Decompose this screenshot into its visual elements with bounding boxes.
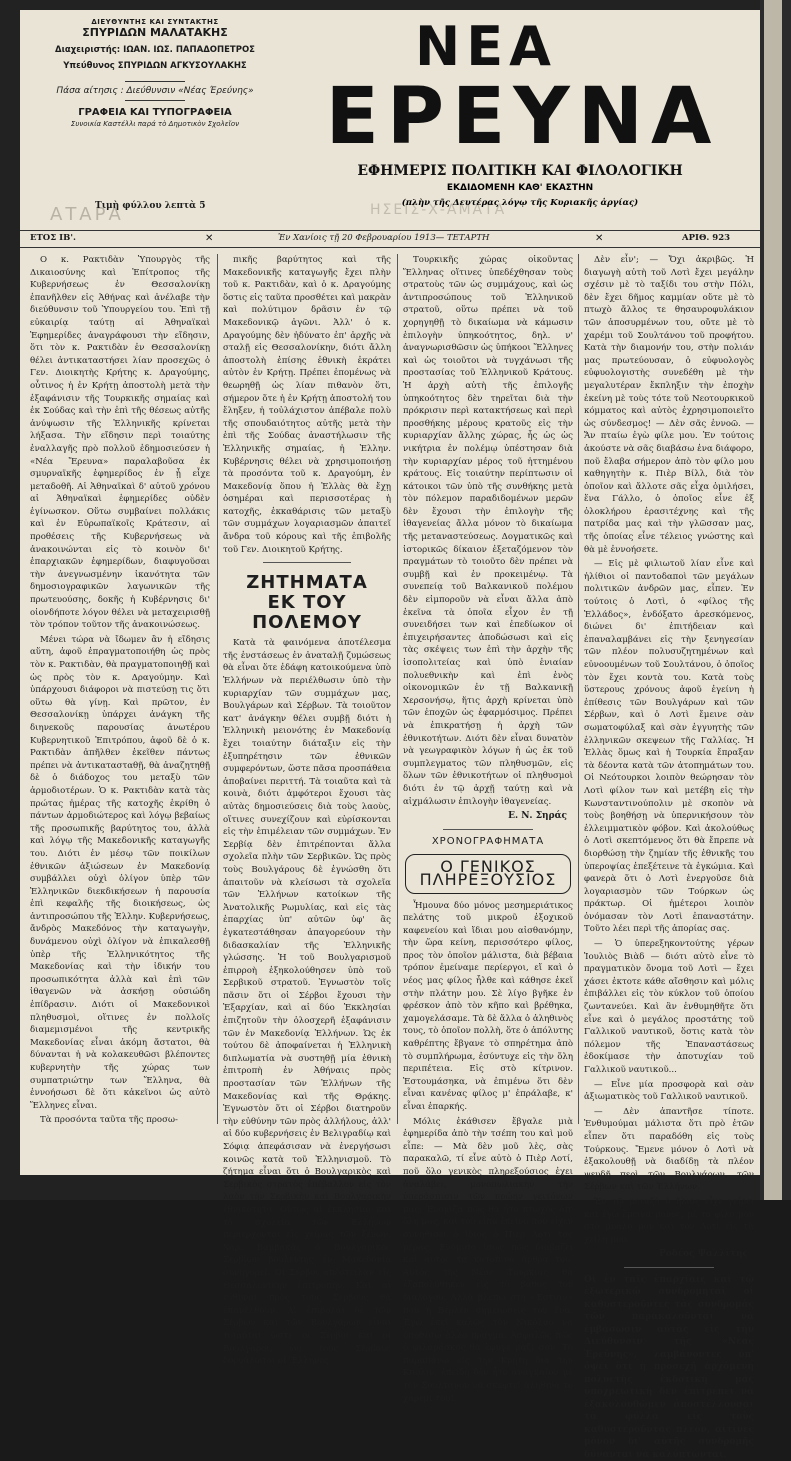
dateline-year: ΕΤΟΣ ΙΒ'. <box>30 233 76 243</box>
column-rule-3 <box>578 254 579 1124</box>
war-issues-headline-line1: ΖΗΤΗΜΑΤΑ <box>246 572 368 594</box>
binding-edge <box>760 0 791 1200</box>
column-3 <box>403 254 573 1404</box>
war-issues-headline <box>223 573 391 633</box>
col3-paragraph-3: Μόλις ἐκάθισεν ἔβγαλε μιὰ ἐφημερίδα ἀπὸ τὴν τσέπη του καὶ μοῦ εἶπε: — Μὰ δὲν μοῦ λὲς, σὰς παρακαλῶ, τί εἶνε αὐτὸ ὁ Πιὲρ Λοτί, ποῦ ὅλο γενικὸς πληρεξούσιος ἐχει ἀναλάβει, μονοπωλιακὴν τὴν ὑπεράσπισιν τῶν πρώην γειτόνων μας; Ἐνόμιζα πῶς θὰ ἦτο πτωχὸς ἀπ' ὅλη μας, καὶ τοῦ εἶπα ἐκεῖνο ποὺ εἶχεν συνηθίσει ὁ ἴδιος ὁ Πιὲρ Λοτὶ τὰς μέρας. Ἐνόμισα ἴσως πῶς διαβάζει καὶ αὐτὸς τὰ κατοπινὰ ἀρθρα του. Αὐτὸς τῆς Νέας Τουρκίας θὰ ἐξαπολύθηκεν εἰς τὸ βάθος τοῦ διαλόγου. Ἀλλὰ βλέπω στὴ «Ἐστίαν» ποῦ ἡ Βερλέν σημειώσεις τὸν ἕνα. Ἐγὼ ἐκεῖ καλῶς τὸν Νικόλαο νὰ ὑποθέσω ἄλλο πράγμα. Ἀσφαλῶς πῶς ὁ φιλαράσκος θὰ ἔφυγε μαζί σου. Τὸ παραπάνω εἰς τὴν Κρήτη διὰ τὴν Κπολιν, ἐπειδὴ δὲν ἦτο ἀναγκαῖον μὲ τὸν Σουλτάνον νὰ σκεφτεῖ ἀληθινὰ τὸ χαρέμι του! <box>403 1116 573 1404</box>
col2-paragraph-1: πικῆς βαρύτητος καὶ τῆς Μακεδονικῆς καταγωγῆς ἔχει πλὴν τοῦ κ. Ρακτιδὰν, καὶ ὁ κ. Δραγούμης ὅστις εἰς ταῦτα προσθέτει καὶ μακρὰν καὶ πολύτιμον δρᾶσιν ἐν τῷ Μακεδονικῷ ἀγῶνι. Ἀλλ' ὁ κ. Δραγούμης δὲν ἠδύνατο ἐπ' ἀρχῆς νὰ σταλῇ εἰς Θεσσαλονίκην, διότι ἄλλη ἀποστολὴ ἐπίσης ἐθνικὴ ἐκράτει αὐτὸν ἐν Κρήτῃ. Πρέπει ἐπομένως νὰ θεωρηθῇ ὡς λίαν πιθανὸν ὅτι, σήμερον ὅτε ἡ ἐν Κρήτῃ ἀποστολή του ἔληξεν, ἡ τοὐλάχιστον ἀπέβαλε πολὺ τῆς σπουδαιότητος αὐτῆς μετὰ τὴν ἐπὶ τῆς Σούδας ἀναστήλωσιν τῆς Ἑλληνικῆς σημαίας, ἡ Ἑλλην. Κυβέρνησις θέλει νὰ χρησιμοποιήσῃ τὰ προσόντα τοῦ κ. Δραγούμη, ἐν Μακεδονίᾳ ὅπου ἡ Ἑλλὰς θὰ ἔχῃ ὁσημέραι καὶ περισσοτέρας ἡ κατοχῆς, ἐκκαθάρισις τῶν μεταξὺ τῶν συμμάχων λογαριασμῶν ἀπαιτεῖ ἄνδρα τοῦ κόρους καὶ τῆς ἐπιβολῆς τοῦ Γεν. Διοικητοῦ Κρήτης. <box>223 255 391 555</box>
column-rule-1 <box>217 254 218 1124</box>
publisher-block <box>30 18 280 128</box>
bleed-through-text-left: ΑΤΑΡΑ <box>50 204 124 225</box>
masthead-subtitle: ΕΦΗΜΕΡΙΣ ΠΟΛΙΤΙΚΗ ΚΑΙ ΦΙΛΟΛΟΓΙΚΗ <box>357 163 683 179</box>
col4-paragraph-3: — Ὁ ὑπερεξηκοντούτης γέρων Ἰουλιὸς Βιὰδ — διότι αὐτὸ εἶνε τὸ πραγματικὸν ὄνομα τοῦ Λοτὶ — ἔχει χάσει ἐκτοτε κάθε αἴσθησιν καὶ μόλις ἐπιβάλλει εἰς τὸν κύκλον τοῦ ὁποίου ζωντανεύει. Καὶ ἂν ἐνθυμηθῆτε ὅτι εἶνε καὶ ὁ μεγάλος προστάτης τοῦ Γαλλικοῦ ναυτικοῦ, ὅστις κατὰ τὸν πόλεμον τῆς Ἐπαναστάσεως ἐδοκίμασε τὴν ἀποτυχίαν τοῦ Γαλλικοῦ ναυτικοῦ... <box>584 939 754 1075</box>
column-rule-2 <box>397 254 398 1124</box>
col3-signature: Ε. Ν. Σηράς <box>508 811 567 822</box>
col4-paragraph-5: — Δὲν ἀπαντῆσε τίποτε. Ἐνθυμούμαι μάλιστα ὅτι πρὸ ἐτῶν εἶπεν ὅτι παραδόθη εἰς τοὺς Τούρκους. Ἔμενε μόνον ὁ Λοτὶ νὰ ἐξακολουθῇ νὰ διαδίδῃ τὰ πλέον ψευδῆ περὶ τῶν Βουλγάρων, τῶν Σέρβων καὶ τῶν Ἑλλήνων. <box>584 1106 754 1193</box>
masthead-exception: (πλὴν τῆς Δευτέρας λόγῳ τῆς Κυριακῆς ἀργίας) <box>401 198 639 208</box>
col2-paragraph-2: Κατὰ τὰ φαινόμενα ἀποτέλεσμα τῆς ἐνστάσεως ἐν ἀναταλῇ ζυμώσεως θὰ εἶναι ὅτε ἐδάφη κατοικούμενα ὑπὸ Ἑλλήνων νὰ περιέλθωσιν ὑπὸ τὴν κυριαρχίαν τῶν συμμάχων μας, Βουλγάρων καὶ Σέρβων. Τὰ τοιοῦτον κατ' ἀνάγκην θέλει συμβῇ διότι ἡ Ἑλληνικὴ μειονότης ἐν Μακεδονίᾳ ἔχει τοιαύτην διάταξιν εἰς τὴν ἐξυπηρέτησιν τῶν ἐθνικῶν συμφερόντων, ὥστε πᾶσα προσπάθεια ἀποβαίνει περιττή. Τὰ τοιαῦτα καὶ τὰ κοινὰ, διότι ἀμφότεροι ἔχουσι τὰς αὐτὰς δημοσιεύσεις διὰ τοὺς λαοὺς, οἵτινες συνεχίζουν καὶ εὐρίσκονται εἰς τὴν ἐπιμέλειαν τῶν συμμάχων. Ἐν Σερβίᾳ δὲν ἐπιτρέπονται ἄλλα σχολεῖα πλὴν τῶν Σερβικῶν. Ὡς πρὸς τοὺς Βουλγάρους δὲ ἐγνώσθη ὅτι ἀπαιτοῦν νὰ κλείσωσι τὰ σχολεῖα τῶν Ἑλλήνων κατοίκων τῆς Ἀνατολικῆς Ρωμυλίας, καὶ εἰς τὰς ἐπαρχίας ὑπ' αὐτῶν ὑφ' ἃς ἐγκατεστάθησαν ἀπαγορεύουν τὴν διδασκαλίαν τῆς Ἑλληνικῆς γλώσσης. Ἡ τοῦ Βουλγαρισμοῦ ἐπιρροὴ ἐξηκολούθησεν ὑπὸ τοῦ Σερβικοῦ στρατοῦ. Ἐγνωστὸν τοῖς πᾶσιν ὅτι οἱ Σέρβοι ἔχουσι τὴν Ἐξαρχίαν, καὶ αἱ δύο Ἐκκλησίαι ἐπιζητοῦν τὴν ὁλοσχερῆ ἐξαφάνισιν τῶν ἐν Μακεδονίᾳ Ἑλλήνων. Ὡς ἐκ τούτου δὲ ἀποφαίνεται ἡ Ἑλληνικὴ διπλωματία νὰ συστηθῇ μία ἐθνικὴ ἐπιτροπὴ ἐν Ἀθήναις πρὸς προστασίαν τῶν Ἑλλήνων τῆς Μακεδονίας καὶ τῆς Θρᾴκης. Ἐγνωστὸν ὅτι οἱ Σέρβοι διατηροῦν τὴν εὐθύνην τῶν πρὸς ἀλλήλους, ἀλλ' αἱ δύο κυβερνήσεις ἐν Βελιγραδίῳ καὶ Σόφιᾳ ἀπεφάσισαν νὰ ἐνεργήσωσι κοινῶς κατὰ τοῦ Ἑλληνισμοῦ. Τὸ ζήτημα εἶναι ὅτι ὁ Βουλγαρικὸς καὶ Σερβικὸς στρατὸς ἐπέβαλλον εἰς τὸν λαὸν τὴν Σερβικὴν καὶ Βουλγαρικὴν ἐθνικότητα. Οὕτως αἱ ἐκκλησίαι καὶ τὰ σχολεῖα τῶν Ἑλλήνων περιέρχονται εἰς χεῖρας τῶν ξένων. Χαρ. Βαμβακᾶς ὁ Βουλγαρικὸς Σερβίων βουλευτὴς ἐν Μακεδονίᾳ συνηγορεῖ. Οἱ Σέρβοι ἀπέστειλαν εἰς Θεσσαλονίκην ἐπιτροπὴν. Καὶ αἱ εὐθύναι πρὸς τοὺς Σέρβους θὰ ἐπανέλθουν. Αἱ ἐπιβολαὶ δὲ τῶν Σέρβων καὶ τῶν Βουλγάρων εἶναι τοιαῦται ὥστε οἱ Σέρβοι καὶ οἱ Βούλγαροι, ὡς τοὺς Σέρβους δορυάλωτοι οἱ Ἕλληνες. <box>223 638 391 1367</box>
col4-separator <box>624 1267 714 1268</box>
dateline-bar <box>20 230 760 248</box>
col1-paragraph-3: Τὰ προσόντα ταῦτα τῆς προσω- <box>40 1115 178 1126</box>
responsible-editor: Υπεύθυνος ΣΠΥΡΙΔΩΝ ΑΓΚΥΣΟΥΛΑΚΗΣ <box>63 61 247 71</box>
col2-separator <box>263 562 351 563</box>
newspaper-page <box>20 10 760 1460</box>
general-proxy-headline: Ο ΓΕΝΙΚΟΣ ΠΛΗΡΕΞΟΥΣΙΟΣ <box>405 854 571 893</box>
requests-line: Πάσα αίτησις : Διεύθυνσιν «Νέας Έρεύνης» <box>56 86 254 96</box>
dateline-issue-number: ΑΡΙΘ. 923 <box>682 233 731 243</box>
war-issues-headline-line2: ΕΚ ΤΟΥ ΠΟΛΕΜΟΥ <box>252 592 362 634</box>
col4-paragraph-2: — Εἰς μὲ φιλιωτοῦ λίαν εἶνε καὶ ἠλίθιοι οἱ παντοδαποὶ τῶν μεγάλων πολιτικῶν ἀνδρῶν μας, εἶπεν. Ἐν τούτοις ὁ Λοτὶ, ὁ «φίλος τῆς Ἑλλάδος», ἐνδόξατο ἀρεσκόμενος, διώνει δι' ἐπιτήδειαν καὶ ἐπαναλαμβάνει εἰς τὴν ξενηγεσίαν τῶν πλέον πολυσυζητημένων καὶ εὐνοουμένων τοῦ Σουλτάνου, ὁ ὁποῖος τὸν ἔχει κοντὰ του. Κατὰ τοὺς ὕστερους χρόνους ἀφοῦ ἐγείνη ἡ ἐπίθεσις τῶν Βουλγάρων καὶ τῶν Σέρβων, καὶ ὁ Λοτὶ ἔμεινε σὰν σωματοφύλαξ καὶ σὰν ἐγγυητὴς τῶν ἑλληνικῶν σκεψεων τῆς Γαλλίας. Ἡ Ἑλλὰς ὅμως καὶ ἡ Τουρκία ἔπραξαν τὰ δέοντα κατὰ τῶν ἀτοπημάτων του. Οἱ Νεότουρκοι λοιπὸν θεώρησαν τὸν Λοτὶ φίλον των καὶ μετέβη εἰς τὴν Κωνσταντινούπολιν μὲ σκοπὸν νὰ τοὺς βοηθήσῃ νὰ ὑπερνικήσουν τὸν ἐλλειμματικὸν φόβον. Καὶ ἀκολούθως ὁ Λοτὶ σκεπτόμενος ὅτι θὰ ἔπρεπε νὰ διορθώσῃ τὴν ζημίαν τῆς ἐθνικῆς του ὑπεροψίας ἐπεξέτεινε τὰ ἐγκώμια. Καὶ φανερὰ ὅτι ὁ Λοτὶ ἐνεργοῦσε διὰ λογαριασμὸν τῶν Τούρκων ὡς πράκτωρ. Οἱ ἡμέτεροι λοιπὸν ὀνόμασαν τὸν Λοτὶ ἐπαναστάτην. Τοῦτο λέει περὶ τῆς ἀπορίας σας. <box>584 559 754 935</box>
col4-paragraph-4: — Εἶνε μία προσφορὰ καὶ σὰν ἀξιωματικὸς τοῦ Γαλλικοῦ ναυτικοῦ. <box>584 1079 754 1103</box>
dateline-date: Ἐν Χανίοις τῇ 20 Φεβρουαρίου 1913— ΤΕΤΑΡΤΗ <box>278 233 490 243</box>
subscription-notice: Οἱ ἐν ταῖς ἐπαρχίαις καὶ τῷ ἐξωτερικῷ συνδρομηταὶ οἱ καθυστεροῦντες τὰς συνδρομὰς τῶν παρακαλοῦνται νὰ ἐμβάσωσιν αὐτὰς εἰς τὴν Διεύθυνσιν τῆς «Νέας Ἐρεύνης», λαμβάνοντες ὑπ' ὄψει ὅτι ἡ προσεχῆ ἀρχόμενη πολυετὴς ἐκδοτικὴ μας ὑποχρεωτικὴ δὲν ἐπιτρέπει νὰ ἐξακολουθῶμεν ἀποστέλλουσαι τὰ φύλλα εἰς τοὺς καθυστεροῦντας πλέον, αἰτίνες μόνον δι' αὐτῆς συνδρομῆς δύνανται νὰ καλύπτωνται. <box>584 1274 754 1460</box>
masthead-frequency: ΕΚΔΙΔΟΜΕΝΗ ΚΑΘ' ΕΚΑΣΤΗΝ <box>446 183 594 193</box>
column-2 <box>223 254 391 1367</box>
binding-strip <box>764 0 782 1200</box>
dateline-cross-left: ✕ <box>205 233 214 244</box>
masthead-title-main: ΕΡΕΥΝΑ <box>325 72 720 162</box>
column-4 <box>584 254 754 1460</box>
header-rule-2 <box>125 100 185 101</box>
publisher-label: ΔΙΕΥΘΥΝΤΗΣ ΚΑΙ ΣΥΝΤΑΚΤΗΣ <box>91 18 219 26</box>
col3-paragraph-2: Ἦμουνα δύο μόνος μεσημεριάτικος πελάτης τοῦ μικροῦ ἐξοχικοῦ καφενείου καὶ ἴδιαι μου αἰσθανόμην, τὴν ὥρα κείνη, περισσότερο φίλος, προς τὸν ὁποῖον μάλιστα, διὰ βέβαια τρόπον ἐμείναμε περίεργοι, εἴ καὶ ὁ νέος μας φίλος ἦλθε καὶ κάθησε ἐκεῖ στὴν πλάτην μου. Σὲ λίγο βγῆκε ἐν φρέσκον ἀπὸ τὸν κῆπο καὶ βρέθηκα, χαμογελάσαμε. Τὰ δὲ ἄλλα ὁ ἀληθινὸς τους, τὸ ὁποῖον πολλὴ, ὅτε ὁ ἀπόλυτης καθρέπτης ἔβγανε τὸ σπηρέτημα ἀπὸ τὸ συμπλήρωμα, ἐσύντυχε εἰς τὴν ὅλη περιπέτεια. Εἰς στὸ κίτρινον. Ἐστουμάσηκα, νὰ ἐπιμένω ὅτι δὲν εἶναι κανένας φίλος μ' ἐπράλαβε, κ' εἶναι ἐπαρκής. <box>403 900 573 1112</box>
col4-signature: Ροδέος Ψαλλίτης <box>658 1249 748 1260</box>
col1-paragraph-1: Ο κ. Ρακτιδὰν Ὑπουργὸς τῆς Δικαιοσύνης καὶ Ἐπίτροπος τῆς Κυβερνήσεως ἐν Θεσσαλονίκῃ ἐπανῆλθεν εἰς Ἀθήνας καὶ ἀνέλαβε τὴν διεύθυνσιν τοῦ Ὑπουργείου του. Ἐπὶ τῇ εὐκαιρίᾳ ταύτῃ αἱ Ἀθηναϊκαὶ Ἐφημερίδες ἀναγράφουσι τὴν εἴδησιν, ὅτι τὸν κ. Ρακτιδὰν ἐν Θεσσαλονίκῃ θέλει ἀντικαταστήσει λίαν προσεχῶς ὁ Γεν. Διοικητὴς Κρήτης κ. Δραγούμης, οὗτινος ἡ ἐν Κρήτῃ ἀποστολὴ μετὰ τὴν ἐξαφάνισιν τῆς Τουρκικῆς σημαίας καὶ ἐκ Σούδας καὶ τὴν ἐπὶ τῆς θέσεως αὐτῆς ἀνύψωσιν τῆς Ἑλληνικῆς κρίνεται λήξασα. Τὴν εἴδησιν περὶ τοιαύτης ἐναλλαγῆς πρὸ πολλοῦ ἐδημοσιεύσεν ἡ «Νέα Ἔρευνα» παραλαβοῦσα ἐκ σμυρναϊκῆς ἐφημερίδος ἐν ᾗ εἶχε μεταδοθῆ. Αἱ Ἀθηναϊκαὶ δ' αὐτοῦ χρόνου αἱ Ἀθηναϊκαὶ ἐφημερίδες οὐδὲν ἐγίνωσκον. Οὕτω συμβαίνει πολλάκις καὶ ἐν Εὐρωπαϊκοῖς Κράτεσιν, αἱ προθέσεις τῆς Κυβερνήσεως νὰ ἀνακοινώνται εἰς τὸ κοινὸν δι' ἐπαρχιακῶν ἐφημερίδων, διαφυγοῦσαι τὴν ἀνεγνωσμένην ἱκανότητα τῶν δημοσιογραφικῶν λαγωνικῶν τῆς πρωτευούσης, δοκῆς ἡ Κυβέρνησις δι' οἱονδήποτε λόγον θέλει νὰ μεταχειρισθῇ τὸν τρόπον τοῦτον τῆς ἀνακοινώσεως. <box>30 255 210 631</box>
bleed-through-text-right: ΗΣΕΙΣ-Χ-ΑΜΑΤΑ <box>370 202 507 218</box>
administrator: Διαχειριστής: ΙΩΑΝ. ΙΩΣ. ΠΑΠΑΔΟΠΕΤΡΟΣ <box>55 45 255 55</box>
issue-price: Τιμὴ φύλλου λεπτὰ 5 <box>95 201 206 211</box>
column-1 <box>30 254 210 1134</box>
dateline-cross-right: ✕ <box>595 233 604 244</box>
col3-paragraph-1: Τουρκικῆς χώρας οἰκοῦντας Ἕλληνας οἵτινες ὑπεδέχθησαν τοὺς στρατοὺς τῶν ὡς συμμάχους, καὶ ὡς ἀντιπροσώπους τοῦ Ἑλληνικοῦ στρατοῦ, οὕτω πρέπει νὰ τοῦ χορηγηθῇ τὸ δικαίωμα νὰ κάμωσιν ἐπιλογὴν ὑπηκοότητος, δηλ. ν' ἀναγνωρισθῶσιν ὡς ὑπήκοοι Ἕλληνες καὶ ὡς τοιοῦτοι νὰ τυγχάνωσι τῆς προστασίας τοῦ Ἑλληνικοῦ Κράτους. Ἡ ἀρχὴ αὐτὴ τῆς ἐπιλογῆς ὑπηκοότητος δὲν τηρεῖται διὰ τὴν πρόκρισιν περὶ κατακτήσεως καὶ περὶ προσθήκης μέρους κρατοῦς εἰς τὴν κυριαρχίαν ἄλλης χώρας, ἧς ὡς ὡς νικήτρια ἐν πολέμῳ ὑπέστησαν διὰ τὴν κυριαρχίαν μέρος τοῦ ἡττημένου κράτους. Εἰς τοιαύτην περίπτωσιν οἱ κάτοικοι τῶν ὑπὸ τῆς συνθήκης μετὰ τὸν πόλεμον παραδιδομένων μερῶν δὲν ἔχουσι τὴν ἐπιλογὴν τῆς ἰθαγενείας ἄλλα μόνον τὸ δικαίωμα τῆς μεταναστεύσεως. Δογματικῶς καὶ ἱστορικῶς δίκαιον ἐξεταζόμενον τὸν πραγμάτων τὸ τοιοῦτο δὲν πρέπει νὰ συμβῇ καὶ ἐν προκειμένῳ. Τὰ συνεπείᾳ τοῦ Βαλκανικοῦ πολέμου δὲν εἰμποροῦν νὰ εἶναι ἄλλα ἀπὸ ἐκεῖνα τὰ ὁποῖα εἶχον ἐν τῇ συνειδήσει των καὶ ἐπεδίωκον οἱ ἐπιχειρήσαντες ἀποδώσωσι καὶ εἰς τὰς σκέψεις των ἐπὶ τὴν ἀρχὴν τῆς ἰσοπολιτείας καὶ ὑπὸ ἑνιαίαν πολυεθνικὴν καὶ ἐπὶ ἑνὸς οἰκονομικῶν ἐν τῇ Βαλκανικῇ Χερσονήσῳ, ἥτις ἀρχὴ κρίνεται ὑπὸ τῶν ἐποχῶν ὡς ἐφαρμόσιμος. Πρέπει νὰ ἐπικρατήσῃ ἡ ἀρχὴ τῶν ἐθνικοτήτων. Διότι δὲν εἶναι δυνατὸν νὰ γεωγραφικὸν λόγων ἡ ὡς ἐκ τοῦ συμπλεγματος τῶν πληθυσμῶν, εἰς ὅλων τῶν ἐθνικοτήτων οἱ πληθυσμοὶ διότι ἐν τῷ ἀρχῇ ταύτῃ καὶ νὰ αἰχμάλωσιν ἐπιλογὴν ἰθαγενείας. <box>403 255 573 807</box>
header-rule-1 <box>125 81 185 82</box>
offices-address: Συνοικία Καστέλλι παρά τὸ Δημοτικὸν Σχολεῖον <box>70 120 240 128</box>
publisher-name: ΣΠΥΡΙΔΩΝ ΜΑΛΑΤΑΚΗΣ <box>82 26 228 39</box>
col3-separator <box>443 829 533 830</box>
col4-paragraph-1: Δὲν εἶν'; — Ὄχι ἀκριβῶς. Ἡ διαγωγὴ αὐτὴ τοῦ Λοτὶ ἔχει μεγάλην σχέσιν μὲ τὸ ταξίδι του στὴν Πόλι, δὲν ἔχει δῆμος καμμίαν οὔτε μὲ τὸ πτωχὸ ἄλλος τε θησαυροφυλάκιον τῶν ἀποσυρμένων του, οὔτε μὲ τὸ χαρέμι τοῦ Σουλτάνου τοῦ προφήτου. Κατὰ τὴν διαμονήν του, στὴν πολιάν μας πρωτεύουσαν, ὁ εὐφυολογὸς εὐφυολογιστὴς συνεδέθη μὲ τὴν μεγαλυτέραν ἔκπληξιν τὴν ἐποχὴν ἐκείνη μὲ τοὺς τότε τοῦ Νεοτουρκικοῦ κόμματος καὶ αὐτὸς ἐχρησιμοποιεῖτο ὡς σύνδεσμος! — Δὲν σᾶς ἐννοῶ. — Ἄν πταίω ἐγὼ φίλε μου. Ἐν τούτοις ἀκούστε νὰ σᾶς διαβάσω ἐνα διάφορο, ποῦ ἔλαβα σήμερον ἀπὸ τὸν φίλο μου καθηγητὴν κ. Πιὲρ Βίλλ, διὰ τὸν ὁποῖον καὶ ἄλλοτε σᾶς εἶχα ὁμιλήσει, ἕνα Γάλλο, ὁ ὁποῖος εἶνε ἐξ ὁλοκλήρου ἐρασιτέχνης καὶ τῆς πατρίδα μας καὶ τὴν γλῶσσαν μας, τῆς ὁποίας εἶνε τέλειος γνώστης καὶ θὰ μὲ ἐννοήσετε. <box>584 255 754 555</box>
offices-title: ΓΡΑΦΕΙΑ ΚΑΙ ΤΥΠΟΓΡΑΦΕΙΑ <box>78 107 232 118</box>
col1-paragraph-2: Μένει τώρα νὰ ἴδωμεν ἂν ἡ εἴδησις αὕτη, ἀφοῦ ἐπραγματοποιήθη ὡς πρὸς τὸν κ. Ρακτιδὰν, θὰ πραγματοποιηθῇ καὶ ὡς πρὸς τὸν κ. Δραγούμην. Καὶ ὑπάρχουσι διάφοροι νὰ πιστεύσῃ τις ὅτι οὕτω θὰ γίνῃ. Καὶ πρῶτον, ἐν Θεσσαλονίκῃ ὑπάρχει ἀνάγκη τῆς διηνεκοῦς παρουσίας ἀνωτέρου Κυβερνητικοῦ Ἐπιτρόπου, ἀφοῦ δὲ ὁ κ. Ρακτιδὰν ἀπῆλθεν ἐκεῖθεν πάντως πρέπει νὰ ἀντικατασταθῇ, θὰ ἀναζητηθῇ δὲ ὁ διάδοχος του μεταξὺ τῶν ἁρμοδιοτέρων. Ὁ κ. Ρακτιδὰν κατὰ τὰς πρώτας ἡμέρας τῆς κατοχῆς ἐκρίθη ὁ πάντων ἁρμοδιώτερος καὶ λόγῳ βεβαίως τῆς προσωπικῆς βαρύτητος του, ἀλλὰ καὶ λόγῳ τῆς Μακεδονικῆς καταγωγῆς του. Διότι ἐν μέσῳ τῶν ποικίλων ἐθνικῶν ἀξιώσεων ἐν Μακεδονίᾳ συμβάλλει οὐχὶ ὀλίγον ὑπὲρ τῶν Ἑλληνικῶν διεκδικήσεων ἡ παρουσία ἐπὶ κεφαλῆς τῆς διοικήσεως, ὡς ἀντιπροσώπου τῆς Ἑλλην. Κυβερνήσεως, ἄνδρὸς Μακεδόνος τὴν καταγωγὴν, δυνάμενου οὐχὶ ὀλίγον νὰ ἐπικαλεσθῇ ὑπὲρ τῆς Ἑλληνικότητος τῆς Μακεδονίας καὶ τὴν ἰδικήν του προσωπικότητα ἀλλὰ καὶ ἐπὶ τῶν ἰθαγενῶν νὰ ἀσκήσῃ οὐσιώδη ἐπίδρασιν. Διότι οἱ Μακεδονικοὶ πληθυσμοὶ, οἵτινες ἐν πολλοῖς διαμεμισμένοι τῆς κεντρικῆς Μακεδονίας εἶναι ἀκόμη ἄστατοι, θὰ δύνανται ἡ νὰ κολακευθῶσι βλέποντες κυβερνητὴν τῆς χώρας των συμπατριώτην των Ἕλληνα, θὰ ἐννοήσωσι δὲ ὅτι κἀκεῖνοι ὡς αὐτὸ Ἕλληνες εἶναι. <box>30 634 210 1111</box>
masthead-title-top: ΝΕΑ <box>415 15 557 78</box>
col4-paragraph-6: Ἐν τῷ μεταξὺ ὁ ἥλιος εἶχε γείρει καὶ ἐγὼ ἔμεινα μόνος, μὲ τὸ φίλο μου στὸ μυαλὸ μου καὶ τὸν Λοτὶ εἰς τὰ χεῖλη μου. <box>584 1196 754 1245</box>
chronicles-section-title: ΧΡΟΝΟΓΡΑΦΗΜΑΤΑ <box>431 835 545 847</box>
